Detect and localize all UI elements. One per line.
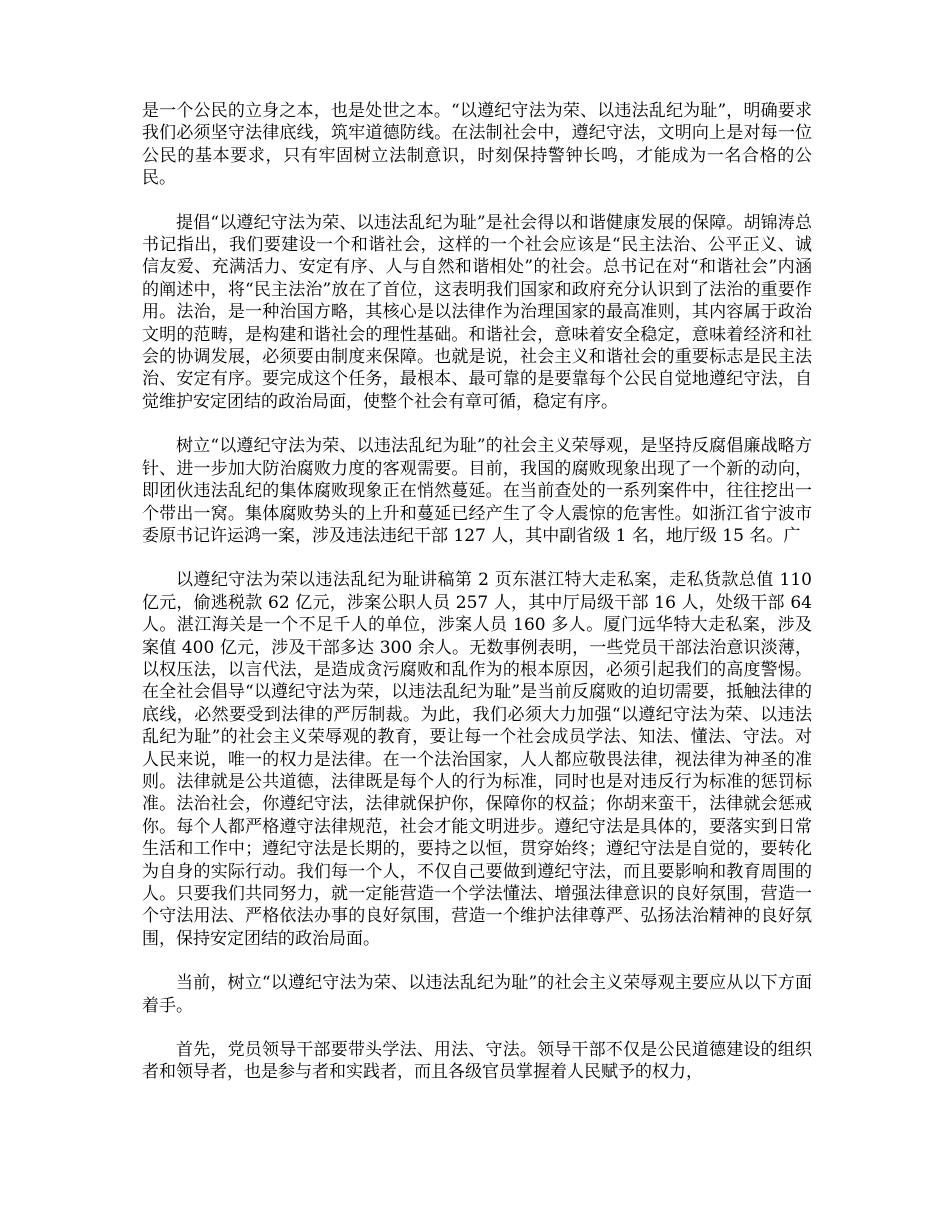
paragraph-5: 当前，树立“以遵纪守法为荣、以违法乱纪为耻”的社会主义荣辱观主要应从以下方面着手。 xyxy=(142,973,812,1016)
paragraph-6: 首先，党员领导干部要带头学法、用法、守法。领导干部不仅是公民道德建设的组织者和领导者，也是参与者和实践者，而且各级官员掌握着人民赋予的权力， xyxy=(142,1040,812,1083)
paragraph-3: 树立“以遵纪守法为荣、以违法乱纪为耻”的社会主义荣辱观，是坚持反腐倡廉战略方针、进一步加大防治腐败力度的客观需要。目前，我国的腐败现象出现了一个新的动向，即团伙违法乱纪的集体腐败现象正在悄然蔓延。在当前查处的一系列案件中，往往挖出一个带出一窝。集体腐败势头的上升和蔓延已经产生了令人震惊的危害性。如浙江省宁波市委原书记许运鸿一案，涉及违法违纪干部 127 人，其中副省级 1 名，地厅级 15 名。广 xyxy=(142,436,812,546)
paragraph-2: 提倡“以遵纪守法为荣、以违法乱纪为耻”是社会得以和谐健康发展的保障。胡锦涛总书记指出，我们要建设一个和谐社会，这样的一个社会应该是“民主法治、公平正义、诚信友爱、充满活力、安定有序、人与自然和谐相处”的社会。总书记在对“和谐社会”内涵的阐述中，将“民主法治”放在了首位，这表明我们国家和政府充分认识到了法治的重要作用。法治，是一种治国方略，其核心是以法律作为治理国家的最高准则，其内容属于政治文明的范畴，是构建和谐社会的理性基础。和谐社会，意味着安全稳定，意味着经济和社会的协调发展，必须要由制度来保障。也就是说，社会主义和谐社会的重要标志是民主法治、安定有序。要完成这个任务，最根本、最可靠的是要靠每个公民自觉地遵纪守法，自觉维护安定团结的政治局面，使整个社会有章可循，稳定有序。 xyxy=(142,212,812,412)
document-page xyxy=(142,100,812,1106)
paragraph-1: 是一个公民的立身之本，也是处世之本。“以遵纪守法为荣、以违法乱纪为耻”，明确要求我们必须坚守法律底线，筑牢道德防线。在法制社会中，遵纪守法，文明向上是对每一位公民的基本要求，只有牢固树立法制意识，时刻保持警钟长鸣，才能成为一名合格的公民。 xyxy=(142,101,812,189)
paragraph-4: 以遵纪守法为荣以违法乱纪为耻讲稿第 2 页东湛江特大走私案，走私货款总值 110 亿元，偷逃税款 62 亿元，涉案公职人员 257 人，其中厅局级干部 16 人，处级干部 64 人。湛江海关是一个不足千人的单位，涉案人员 160 多人。厦门远华特大走私案，涉及案值 400 亿元，涉及干部多达 300 余人。无数事例表明，一些党员干部法治意识淡薄，以权压法，以言代法，是造成贪污腐败和乱作为的根本原因，必须引起我们的高度警惕。在全社会倡导“以遵纪守法为荣，以违法乱纪为耻”是当前反腐败的迫切需要，抵触法律的底线，必然要受到法律的严厉制裁。为此，我们必须大力加强“以遵纪守法为荣、以违法乱纪为耻”的社会主义荣辱观的教育，要让每一个社会成员学法、知法、懂法、守法。对人民来说，唯一的权力是法律。在一个法治国家，人人都应敬畏法律，视法律为神圣的准则。法律就是公共道德，法律既是每个人的行为标准，同时也是对违反行为标准的惩罚标准。法治社会，你遵纪守法，法律就保护你，保障你的权益；你胡来蛮干，法律就会惩戒你。每个人都严格遵守法律规范，社会才能文明进步。遵纪守法是具体的，要落实到日常生活和工作中；遵纪守法是长期的，要持之以恒，贯穿始终；遵纪守法是自觉的，要转化为自身的实际行动。我们每一个人，不仅自己要做到遵纪守法，而且要影响和教育周围的人。只要我们共同努力，就一定能营造一个学法懂法、增强法律意识的良好氛围，营造一个守法用法、严格依法办事的良好氛围，营造一个维护法律尊严、弘扬法治精神的良好氛围，保持安定团结的政治局面。 xyxy=(142,570,812,949)
